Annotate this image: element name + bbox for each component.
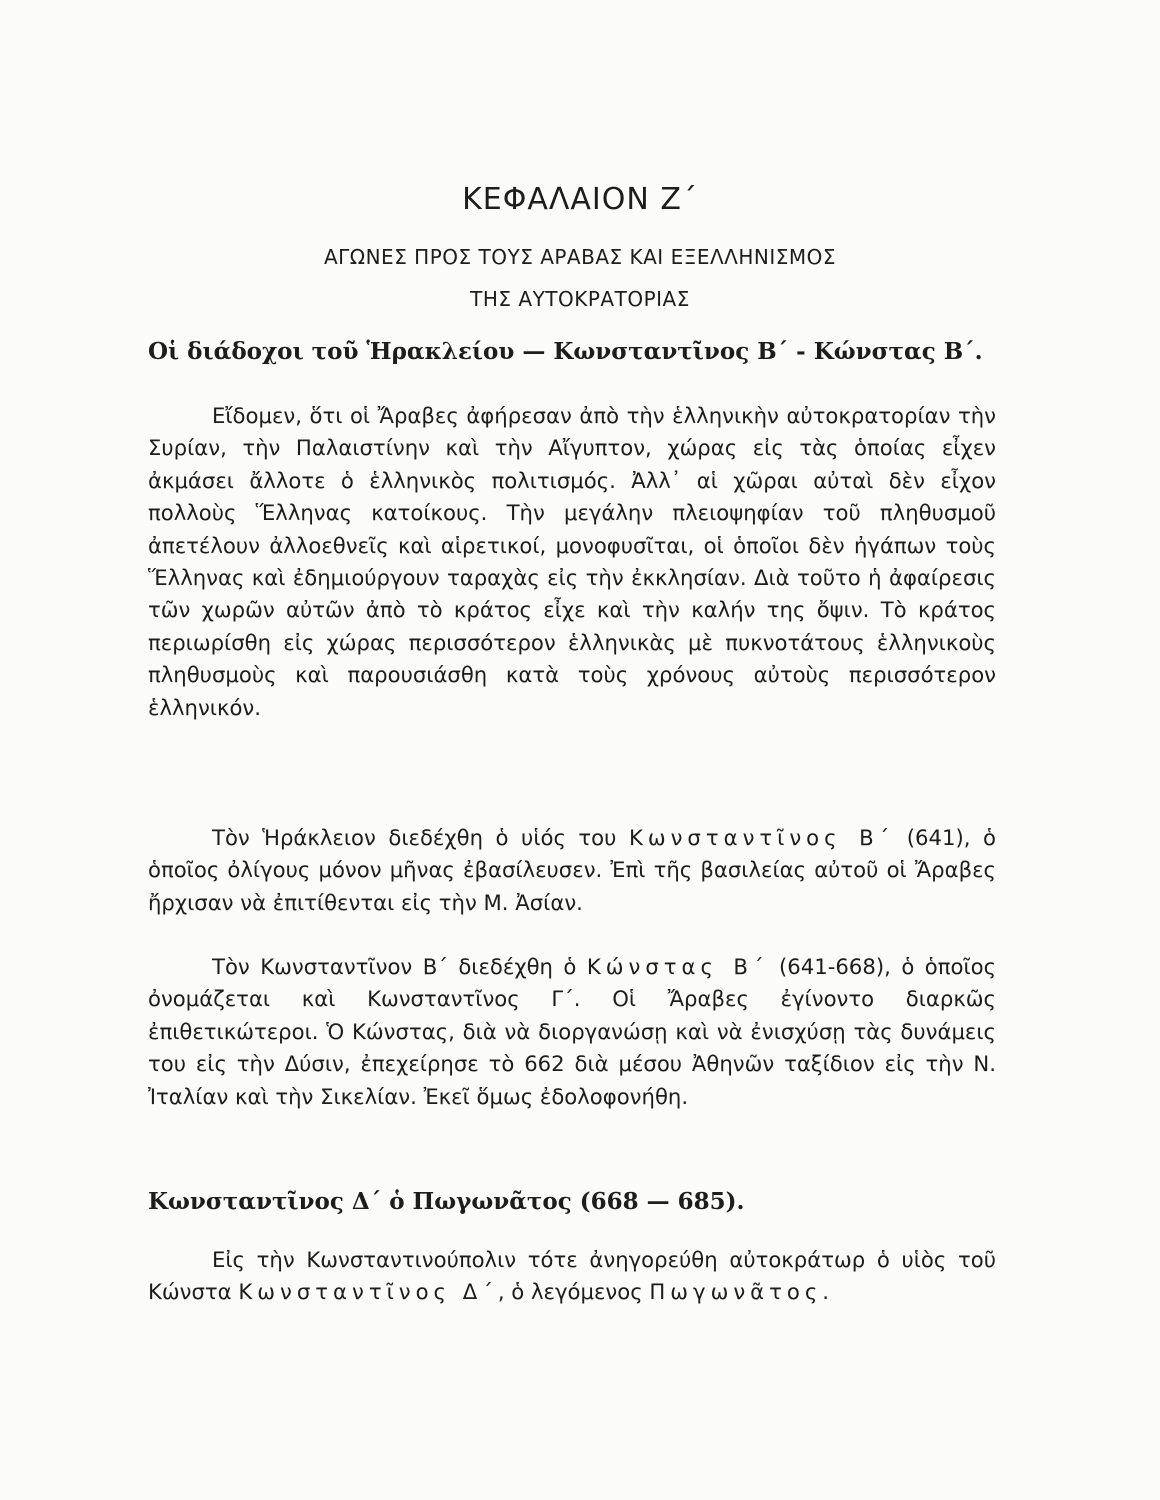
paragraph-text: Τὸν Ἡράκλειον διεδέχθη ὁ υἱός του [212,825,629,850]
emperor-name: Κωνσταντῖνος Δ΄ [238,1279,498,1305]
section-heading-pogonatos: Κωνσταντῖνος Δ΄ ὁ Πωγωνᾶτος (668 — 685). [148,1188,745,1215]
emperor-name: Κώνστας Β΄ [586,954,769,979]
paragraph-arabs-conquest: Εἴδομεν, ὅτι οἱ Ἄραβες ἀφήρεσαν ἀπὸ τὴν ἑλληνικὴν αὐτοκρατορίαν τὴν Συρίαν, τὴν Παλαιστίνην καὶ τὴν Αἴγυπτον, χώρας εἰς τὰς ὁποίας εἶχεν ἀκμάσει ἄλλοτε ὁ ἑλληνικὸς πολιτισμός. Ἀλλ᾽ αἱ χῶραι αὐταὶ δὲν εἶχον πολλοὺς Ἕλληνας κατοίκους. Τὴν μεγάλην πλειοψηφίαν τοῦ πληθυσμοῦ ἀπετέλουν ἀλλοεθνεῖς καὶ αἱρετικοί, μονοφυσῖται, οἱ ὁποῖοι δὲν ἠγάπων τοὺς Ἕλληνας καὶ ἐδημιούργουν ταραχὰς εἰς τὴν ἐκκλησίαν. Διὰ τοῦτο ἡ ἀφαίρεσις τῶν χωρῶν αὐτῶν ἀπὸ τὸ κράτος εἶχε καὶ τὴν καλήν της ὄψιν. Τὸ κράτος περιωρίσθη εἰς χώρας περισσότερον ἑλληνικὰς μὲ πυκνοτάτους ἑλληνικοὺς πληθυσμοὺς καὶ παρουσιάσθη κατὰ τοὺς χρόνους αὐτοὺς περισσότερον ἑλληνικόν. [148,403,996,720]
paragraph-constantine-iv [148,1244,996,1309]
paragraph-text: (641), ὁ ὁποῖος ὀλίγους μόνον μῆνας ἐβασίλευσεν. Ἐπὶ τῆς βασιλείας αὐτοῦ οἱ Ἄραβες ἤρχισαν νὰ ἐπιτίθενται εἰς τὴν Μ. Ἀσίαν. [148,825,997,915]
paragraph-constantine-ii [148,822,996,919]
paragraph-text: Τὸν Κωνσταντῖνον Β΄ διεδέχθη ὁ [212,954,587,979]
chapter-subtitle-line1: ΑΓΩΝΕΣ ΠΡΟΣ ΤΟΥΣ ΑΡΑΒΑΣ ΚΑΙ ΕΞΕΛΛΗΝΙΣΜΟΣ [323,245,837,269]
chapter-subtitle-line2: ΤΗΣ ΑΥΤΟΚΡΑΤΟΡΙΑΣ [470,287,690,311]
paragraph-constans-ii [148,951,996,1113]
emperor-name: Κωνσταντῖνος Β΄ [628,825,895,850]
section-heading-successors: Οἱ διάδοχοι τοῦ Ἡρακλείου — Κωνσταντῖνος Β΄ - Κώνστας Β΄. [148,338,983,365]
paragraph-text: (641-668), ὁ ὁποῖος ὀνομάζεται καὶ Κωνσταντῖνος Γ΄. Οἱ Ἄραβες ἐγίνοντο διαρκῶς ἐπιθετικώτεροι. Ὁ Κώνστας, διὰ νὰ διοργανώσῃ καὶ νὰ ἐνισχύσῃ τὰς δυνάμεις του εἰς τὴν Δύσιν, ἐπεχείρησε τὸ 662 διὰ μέσου Ἀθηνῶν ταξίδιον εἰς τὴν Ν. Ἰταλίαν καὶ τὴν Σικελίαν. Ἐκεῖ ὅμως ἐδολοφονήθη. [148,954,997,1109]
emperor-epithet: Πωγωνᾶτος [649,1279,823,1305]
paragraph-text: . [822,1279,830,1305]
paragraph-text: Εἰς τὴν Κωνσταντινούπολιν τότε ἀνηγορεύθη αὐτοκράτωρ ὁ υἱὸς τοῦ Κώνστα [148,1247,996,1305]
chapter-title: ΚΕΦΑΛΑΙΟΝ Ζ΄ [462,182,698,217]
paragraph-text: , ὁ λεγόμενος [497,1279,650,1305]
